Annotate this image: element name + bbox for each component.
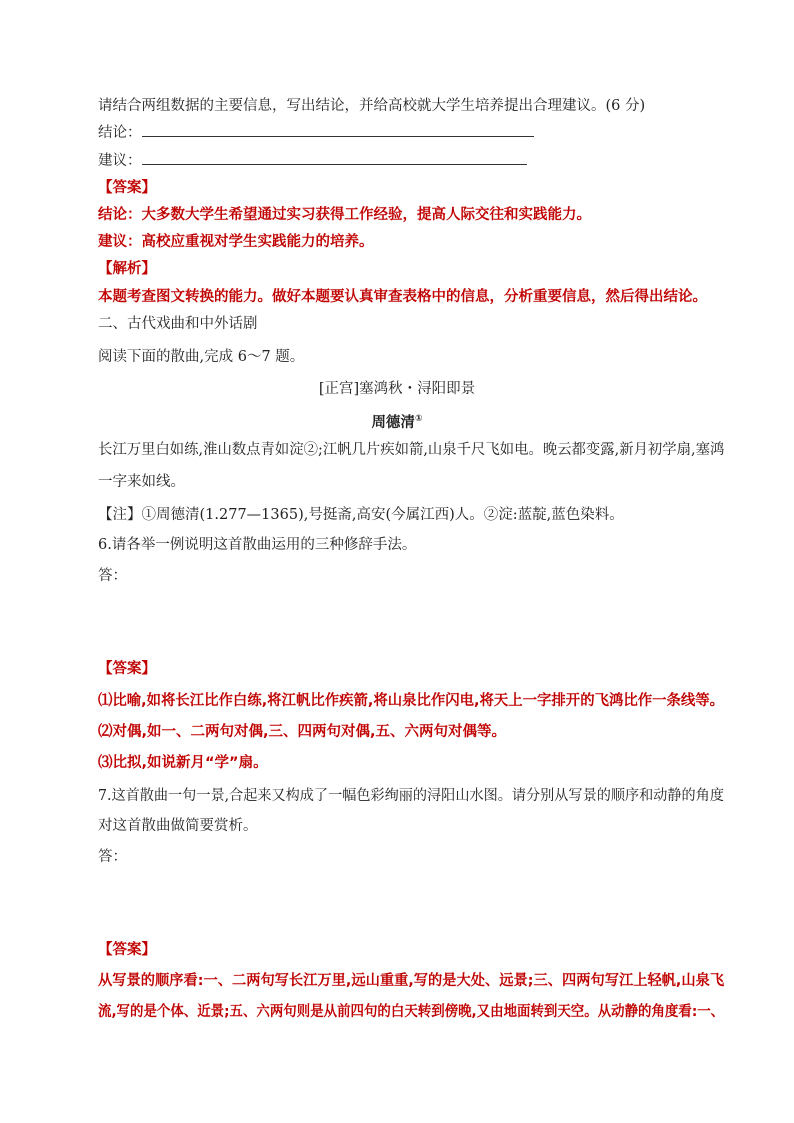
suggestion-line — [98, 150, 527, 171]
poem-line-2: 一字来如线。 — [98, 474, 185, 490]
q7-answer-line-1: 从写景的顺序看:一、二两句写长江万里,远山重重,写的是大处、远景;三、四两句写江上轻帆,山泉飞 — [98, 973, 725, 989]
poem-note: 【注】①周德清(1.277—1365),号挺斋,高安(今属江西)人。②淀:蓝靛,蓝色染料。 — [98, 507, 624, 523]
q7-question-line-1: 7.这首散曲一句一景,合起来又构成了一幅色彩绚丽的浔阳山水图。请分别从写景的顺序和动静的角度 — [98, 788, 724, 804]
conclusion-blank[interactable] — [142, 122, 534, 137]
q6-answer-tag: 【答案】 — [98, 661, 156, 677]
suggestion-label: 建议： — [98, 153, 142, 169]
q6-answer-1: ⑴比喻,如将长江比作白练,将江帆比作疾箭,将山泉比作闪电,将天上一字排开的飞鸿比作一条线等。 — [98, 693, 725, 709]
q6-question: 6.请各举一例说明这首散曲运用的三种修辞手法。 — [98, 537, 417, 553]
q6-answer-3: ⑶比拟,如说新月“学”扇。 — [98, 755, 268, 771]
answer-tag: 【答案】 — [98, 180, 156, 196]
poem-author-note-mark: ① — [414, 414, 423, 424]
poem-line-1: 长江万里白如练,淮山数点青如淀②;江帆几片疾如箭,山泉千尺飞如电。晚云都变露,新月初学扇,塞鸿 — [98, 442, 725, 458]
conclusion-label: 结论： — [98, 125, 142, 141]
poem-title: [正宫]塞鸿秋・浔阳即景 — [318, 381, 476, 397]
q6-answer-label: 答： — [98, 568, 127, 584]
q7-answer-tag: 【答案】 — [98, 942, 156, 958]
q7-answer-line-2: 流,写的是个体、近景;五、六两句则是从前四句的白天转到傍晚,又由地面转到天空。从动静的角度看:一、 — [98, 1004, 725, 1020]
conclusion-line — [98, 122, 534, 143]
q6-answer-2: ⑵对偶,如一、二两句对偶,三、四两句对偶,五、六两句对偶等。 — [98, 724, 507, 740]
analysis-tag: 【解析】 — [98, 261, 156, 277]
poem-author-name: 周德清 — [371, 414, 415, 431]
poem-author — [0, 409, 794, 433]
q5-prompt: 请结合两组数据的主要信息，写出结论，并给高校就大学生培养提出合理建议。(6 分) — [98, 98, 646, 114]
answer-conclusion: 结论：大多数大学生希望通过实习获得工作经验，提高人际交往和实践能力。 — [98, 207, 591, 223]
suggestion-blank[interactable] — [142, 150, 527, 165]
q7-answer-label: 答： — [98, 849, 127, 865]
section-instruction: 阅读下面的散曲,完成 6～7 题。 — [98, 349, 305, 365]
section-heading: 二、古代戏曲和中外话剧 — [98, 316, 258, 332]
answer-suggestion: 建议：高校应重视对学生实践能力的培养。 — [98, 234, 374, 250]
q7-question-line-2: 对这首散曲做简要赏析。 — [98, 818, 258, 834]
analysis-text: 本题考查图文转换的能力。做好本题要认真审查表格中的信息，分析重要信息，然后得出结论。 — [98, 289, 707, 305]
